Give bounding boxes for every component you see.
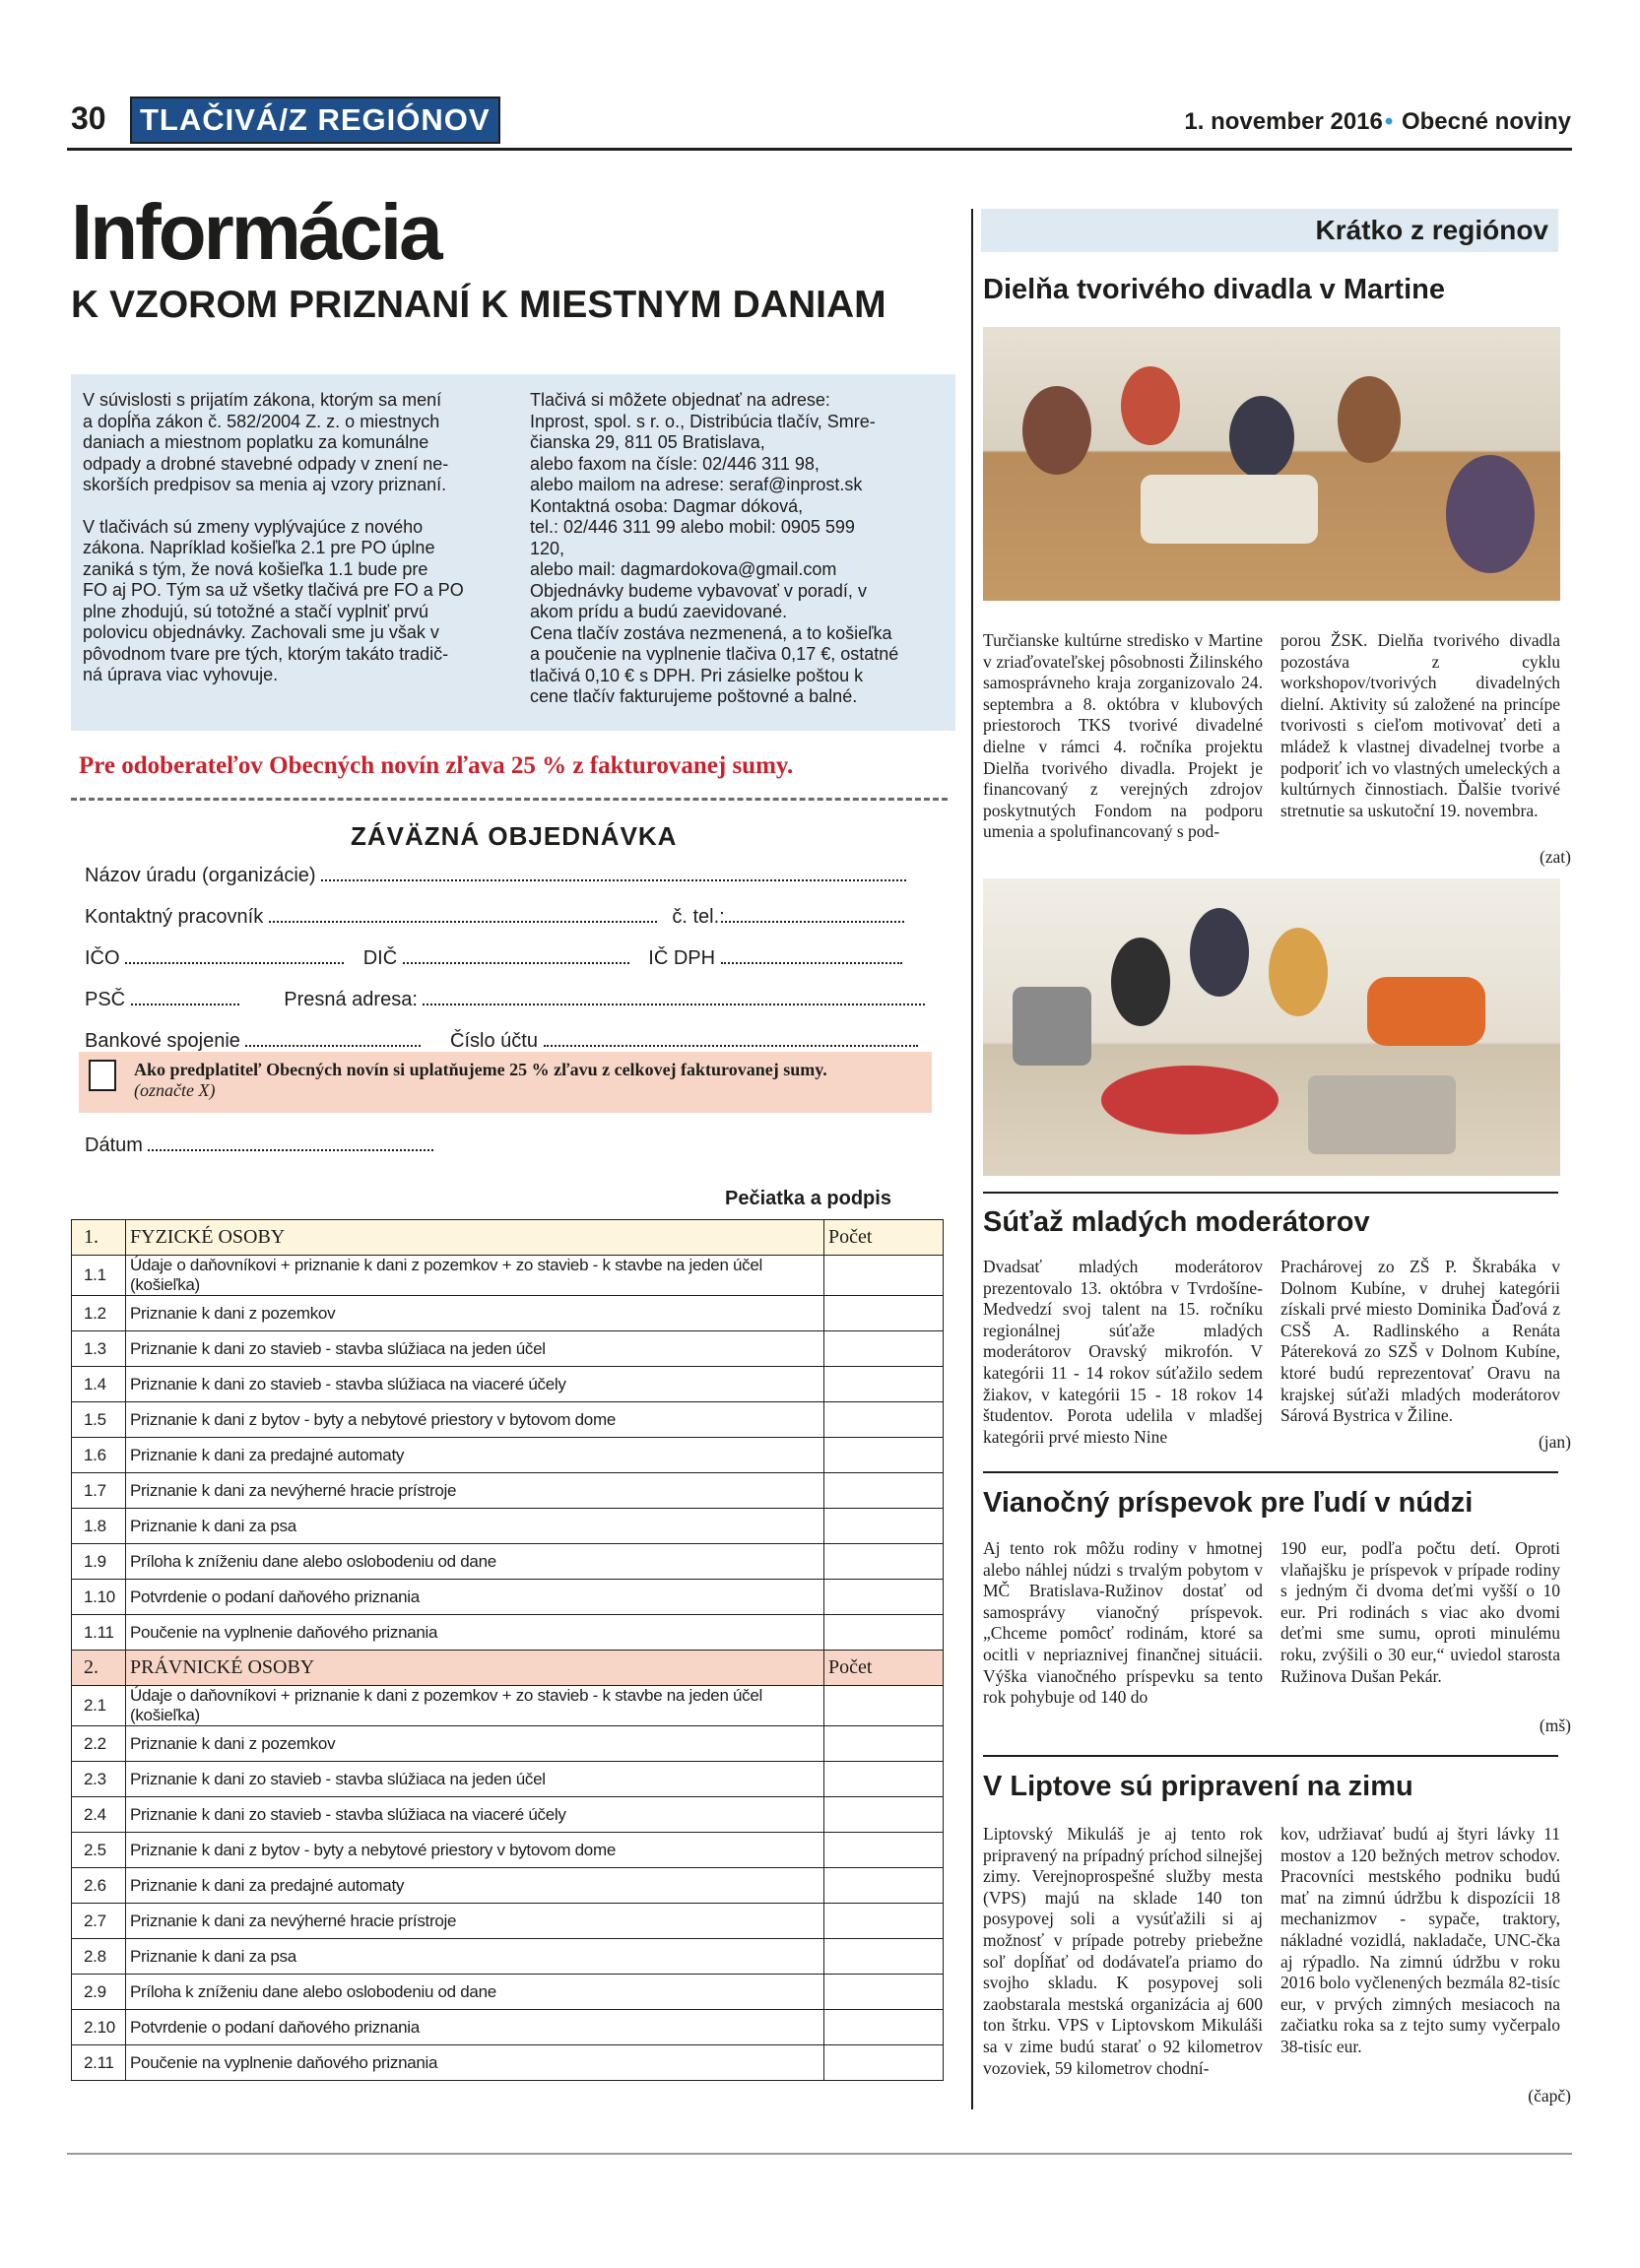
quantity-cell[interactable] [824,1296,944,1331]
table-row [72,1686,944,1726]
table-row [72,2045,944,2081]
ico-field[interactable] [125,948,344,964]
form-number: 1.2 [72,1296,126,1331]
separator-dot: • [1384,108,1394,135]
quantity-cell[interactable] [824,1580,944,1615]
form-name: Priznanie k dani zo stavieb - stavba slúžiaca na jeden účel [126,1762,824,1797]
subscriber-checkbox[interactable] [89,1060,116,1091]
ico-label: IČO [85,947,120,969]
date-field[interactable] [148,1135,433,1151]
account-field[interactable] [544,1031,918,1047]
table-row [72,1762,944,1797]
count-header: Počet [824,1651,944,1686]
form-name: Priznanie k dani z bytov - byty a nebytové priestory v bytovom dome [126,1402,824,1438]
table-row [72,1868,944,1904]
quantity-cell[interactable] [824,1904,944,1939]
quantity-cell[interactable] [824,1939,944,1975]
form-number: 2.2 [72,1726,126,1762]
page-number: 30 [71,100,106,136]
form-number: 1.6 [72,1438,126,1473]
quantity-cell[interactable] [824,1438,944,1473]
footer-rule [67,2153,1572,2155]
quantity-cell[interactable] [824,1402,944,1438]
contact-field[interactable] [269,907,657,923]
section-number: 2. [72,1651,126,1686]
form-number: 2.1 [72,1686,126,1726]
form-number: 2.5 [72,1833,126,1868]
form-number: 2.11 [72,2045,126,2081]
address-label: Presná adresa: [284,989,418,1010]
page-subtitle: K VZOROM PRIZNANÍ K MIESTNYM DANIAM [71,284,886,326]
form-number: 1.10 [72,1580,126,1615]
section-title: PRÁVNICKÉ OSOBY [126,1651,824,1686]
order-contact-info: Tlačivá si môžete objednať na adrese: Inprost, spol. s r. o., Distribúcia tlačív, Smre- čianska 29, 811 05 Bratislava, alebo faxom na čísle: 02/446 311 98, alebo mailom na adrese: seraf@inprost.sk Kontaktná osoba: Dagmar dóková, tel.: 02/446 311 99 alebo mobil: 0905 599 120, alebo mail: dagmardokova@gmail.com Objednávky budeme vybavovať v poradí, v akom prídu a budú zaevidované. Cena tlačív zostáva nezmenená, a to košieľka a poučenie na vyplnenie tlačiva 0,17 €, ostatné tlačivá 0,10 € s DPH. Pri zásielke poštou k cene tlačív fakturujeme poštovné a balné. [530,390,899,706]
quantity-cell[interactable] [824,1726,944,1762]
form-name: Príloha k zníženiu dane alebo oslobodeniu od dane [126,1975,824,2010]
form-name: Priznanie k dani z pozemkov [126,1296,824,1331]
address-field[interactable] [423,990,925,1005]
address-row [85,989,925,1011]
regional-news-title: Krátko z regiónov [1315,215,1548,245]
article-title: Dielňa tvorivého divadla v Martine [983,274,1445,305]
table-row [72,1797,944,1833]
table-row [72,1256,944,1296]
quantity-cell[interactable] [824,1762,944,1797]
form-number: 1.11 [72,1615,126,1651]
article-title: V Liptove sú pripravení na zimu [983,1771,1413,1802]
quantity-cell[interactable] [824,1367,944,1402]
subscriber-statement: Ako predplatiteľ Obecných novín si uplatňujeme 25 % zľavu z celkovej fakturovanej sumy. [134,1060,827,1079]
article-column: kov, udržiavať budú aj štyri lávky 11 mostov a 120 bežných metrov schodov. Pracovníci mestského podniku budú mať na zimnú údržbu k dispozícii 18 mechanizmov - sypače, traktory, nákladné vozidlá, nakladače, UNC-čka aj rýpadlo. Na zimnú údržbu v roku 2016 bolo vyčlenených bezmála 82-tisíc eur, v prvých zimných mesiacoch na začiatku roka sa z tejto sumy vyčerpalo 38-tisíc eur. [1280,1824,1560,2056]
dic-label: DIČ [362,947,398,969]
article-column: Turčianske kultúrne stredisko v Martine v zriaďovateľskej pôsobnosti Žilinského samosprávneho kraja zorganizovalo 24. septembra a 8. októbra v klubových priestoroch TKS tvorivé divadelné dielne v rámci 4. ročníka projektu Dielňa tvorivého divadla. Projekt je financovaný z verejných zdrojov poskytnutých Fondom na podporu umenia a spolufinancovaný s pod- [983,630,1263,842]
article-rule [983,1755,1558,1757]
quantity-cell[interactable] [824,1331,944,1367]
table-row [72,1509,944,1544]
quantity-cell[interactable] [824,1833,944,1868]
article-column: Prachárovej zo ZŠ P. Škrabáka v Dolnom Kubíne, v druhej kategórii získali prvé miesto Dominika Ďaďová z CSŠ A. Radlinského a Renáta Pátereková zo SZŠ v Dolnom Kubíne, ktoré budú reprezentovať Oravu na krajskej súťaži mladých moderátorov Sárová Bystrica v Žiline. [1280,1257,1560,1426]
table-row [72,1296,944,1331]
issue-info [1184,108,1571,136]
org-name-row [85,865,906,887]
section-title: FYZICKÉ OSOBY [126,1220,824,1256]
form-name: Priznanie k dani za nevýherné hracie prístroje [126,1904,824,1939]
quantity-cell[interactable] [824,1509,944,1544]
form-name: Priznanie k dani za predajné automaty [126,1438,824,1473]
table-row [72,1833,944,1868]
form-name: Priznanie k dani zo stavieb - stavba slúžiaca na jeden účel [126,1331,824,1367]
org-name-label: Názov úradu (organizácie) [85,865,316,886]
count-header: Počet [824,1220,944,1256]
article-column: porou ŽSK. Dielňa tvorivého divadla pozostáva z cyklu workshopov/tvorivých divadelných dielní. Aktivity sú založené na princípe tvorivosti s cieľom motivovať deti a mládež k vlastnej divadelnej tvorbe a podporiť ich vo vlastných umeleckých a kultúrnych činnostiach. Ďalšie tvorivé stretnutie sa uskutoční 19. novembra. [1280,630,1560,820]
discount-banner: Pre odoberateľov Obecných novín zľava 25 % z fakturovanej sumy. [79,752,794,779]
contact-label: Kontaktný pracovník [85,906,264,928]
article-byline: (zat) [1539,847,1571,867]
subscriber-discount-box [79,1052,932,1113]
icdph-label: IČ DPH [648,947,716,969]
section-number: 1. [72,1220,126,1256]
subscriber-text [134,1060,827,1101]
issue-date: 1. november 2016 [1184,108,1383,135]
form-number: 2.9 [72,1975,126,2010]
table-section-header [72,1220,944,1256]
table-row [72,1975,944,2010]
form-name: Údaje o daňovníkovi + priznanie k dani z pozemkov + zo stavieb - k stavbe na jeden účel (košieľka) [126,1256,824,1296]
column-divider [971,209,973,2109]
table-section-header [72,1651,944,1686]
quantity-cell[interactable] [824,1615,944,1651]
table-row [72,1580,944,1615]
form-name: Priznanie k dani z pozemkov [126,1726,824,1762]
phone-label: č. tel.: [672,906,725,928]
icdph-field[interactable] [721,948,902,964]
info-box [71,374,955,731]
form-name: Poučenie na vyplnenie daňového priznania [126,1615,824,1651]
form-number: 1.7 [72,1473,126,1509]
info-paragraph: V tlačivách sú zmeny vyplývajúce z nového zákona. Napríklad košieľka 2.1 pre PO úplne zaniká s tým, že nová košieľka 1.1 bude pre FO aj PO. Tým sa už všetky tlačivá pre FO a PO plne zhodujú, sú totožné a stačí vyplniť prvú polovicu objednávky. Zachovali sme ju však v pôvodnom tvare pre tých, ktorým takáto tradič- ná úprava viac vyhovuje. [83,516,464,684]
table-row [72,1726,944,1762]
bank-label: Bankové spojenie [85,1030,240,1052]
table-row [72,1402,944,1438]
tax-id-row [85,947,902,970]
info-paragraph: V súvislosti s prijatím zákona, ktorým sa mení a dopĺňa zákon č. 582/2004 Z. z. o miestnych daniach a miestnom poplatku za komunálne odpady a drobné stavebné odpady v znení ne- skorších predpisov sa menia aj vzory priznaní. [83,390,449,494]
form-name: Potvrdenie o podaní daňového priznania [126,2010,824,2045]
article-column: Dvadsať mladých moderátorov prezentovalo 13. októbra v Tvrdošíne-Medvedzí svoj talent na 15. ročníku regionálnej súťaže mladých moderátorov Oravský mikrofón. V kategórii 11 - 14 rokov súťažilo sedem žiakov, v kategórii 15 - 18 rokov 14 študentov. Porota udelila v mladšej kategórii prvé miesto Nine [983,1257,1263,1447]
table-row [72,1438,944,1473]
date-row [85,1134,433,1157]
phone-field[interactable] [725,907,904,923]
article-rule [983,1192,1558,1194]
table-row [72,1615,944,1651]
article-rule [983,1471,1558,1473]
bank-field[interactable] [245,1031,421,1047]
form-name: Priznanie k dani za psa [126,1509,824,1544]
article-title: Súťaž mladých moderátorov [983,1206,1370,1238]
table-row [72,1331,944,1367]
dic-field[interactable] [403,948,629,964]
form-number: 2.7 [72,1904,126,1939]
psc-field[interactable] [131,990,239,1005]
form-number: 1.9 [72,1544,126,1580]
article-byline: (čapč) [1528,2086,1571,2106]
quantity-cell[interactable] [824,1256,944,1296]
quantity-cell[interactable] [824,2010,944,2045]
article-byline: (jan) [1538,1432,1571,1452]
form-number: 1.1 [72,1256,126,1296]
table-row [72,1939,944,1975]
form-number: 2.4 [72,1797,126,1833]
article-column: Aj tento rok môžu rodiny v hmotnej alebo náhlej núdzi s trvalým pobytom v MČ Bratislava-Ružinov dostať od samosprávy vianočný príspevok. „Chceme pomôcť rodinám, ktoré sa ocitli v nepriaznivej finančnej situácii. Výška vianočného príspevku sa tento rok pohybuje od 140 do [983,1538,1263,1708]
quantity-cell[interactable] [824,1544,944,1580]
quantity-cell[interactable] [824,2045,944,2081]
quantity-cell[interactable] [824,1797,944,1833]
table-row [72,1544,944,1580]
quantity-cell[interactable] [824,1686,944,1726]
cut-line [71,798,948,801]
form-name: Údaje o daňovníkovi + priznanie k dani z pozemkov + zo stavieb - k stavbe na jeden účel (košieľka) [126,1686,824,1726]
article-column: 190 eur, podľa počtu detí. Oproti vlaňajšku je príspevok v prípade rodiny s jedným či dvoma deťmi vyšší o 10 eur. Pri rodinách s viac ako dvomi deťmi sme sumu, oproti minulému roku, zvýšili o 30 eur,“ uviedol starosta Ružinova Dušan Pekár. [1280,1538,1560,1686]
table-row [72,2010,944,2045]
form-number: 2.10 [72,2010,126,2045]
quantity-cell[interactable] [824,1473,944,1509]
form-name: Poučenie na vyplnenie daňového priznania [126,2045,824,2081]
form-name: Priznanie k dani za psa [126,1939,824,1975]
form-name: Priznanie k dani za nevýherné hracie prístroje [126,1473,824,1509]
form-name: Príloha k zníženiu dane alebo oslobodeniu od dane [126,1544,824,1580]
quantity-cell[interactable] [824,1975,944,2010]
form-name: Priznanie k dani zo stavieb - stavba slúžiaca na viaceré účely [126,1797,824,1833]
date-label: Dátum [85,1134,143,1156]
table-row [72,1367,944,1402]
article-column: Liptovský Mikuláš je aj tento rok pripravený na prípadný príchod silnejšej zimy. Verejnoprospešné služby mesta (VPS) majú na sklade 140 ton posypovej soli a vysúťažili si aj možnosť v prípade potreby priebežne soľ dopĺňať od dodávateľa priamo do svojho skladu. K posypovej soli zaobstarala mestská organizácia aj 600 ton štrku. VPS v Liptovskom Mikuláši sa v zime budú starať o 92 kilometrov vozoviek, 59 kilometrov chodní- [983,1824,1263,2078]
psc-label: PSČ [85,989,126,1010]
form-name: Potvrdenie o podaní daňového priznania [126,1580,824,1615]
form-number: 2.8 [72,1939,126,1975]
order-form-title: ZÁVÄZNÁ OBJEDNÁVKA [351,821,678,851]
form-name: Priznanie k dani z bytov - byty a nebytové priestory v bytovom dome [126,1833,824,1868]
quantity-cell[interactable] [824,1868,944,1904]
form-number: 2.6 [72,1868,126,1904]
section-label: TLAČIVÁ/Z REGIÓNOV [130,97,500,144]
form-number: 1.4 [72,1367,126,1402]
info-right-column [530,390,944,729]
info-left-column [83,390,496,707]
form-number: 1.3 [72,1331,126,1367]
regional-news-band [981,209,1558,252]
table-row [72,1473,944,1509]
group-photo [983,878,1560,1176]
form-number: 1.8 [72,1509,126,1544]
header-rule [67,148,1572,151]
article-byline: (mš) [1539,1716,1571,1735]
form-number: 2.3 [72,1762,126,1797]
stamp-signature-label: Pečiatka a podpis [725,1188,891,1209]
form-name: Priznanie k dani za predajné automaty [126,1868,824,1904]
workshop-photo [983,327,1560,601]
subscriber-note: (označte X) [134,1080,216,1100]
order-table [71,1219,944,2081]
org-name-field[interactable] [321,866,906,881]
form-name: Priznanie k dani zo stavieb - stavba slúžiaca na viaceré účely [126,1367,824,1402]
page-title: Informácia [71,188,440,276]
publication-name: Obecné noviny [1401,108,1571,135]
form-number: 1.5 [72,1402,126,1438]
contact-row [85,906,904,929]
account-label: Číslo účtu [450,1030,538,1052]
bank-row [85,1030,918,1053]
article-title: Vianočný príspevok pre ľudí v núdzi [983,1487,1474,1519]
table-row [72,1904,944,1939]
